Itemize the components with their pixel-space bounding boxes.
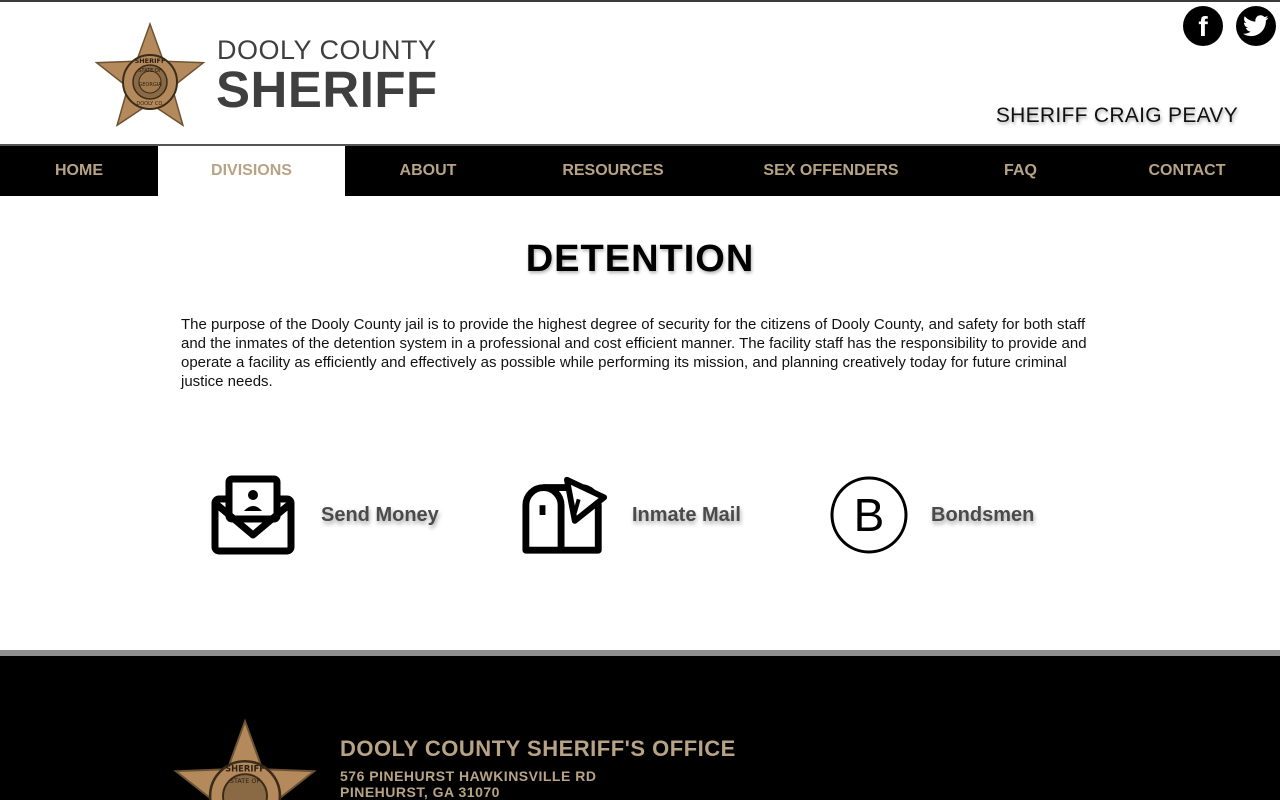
facebook-glyph: f [1198, 11, 1208, 42]
address-line-1: 576 PINEHURST HAWKINSVILLE RD [340, 768, 597, 784]
detention-description: The purpose of the Dooly County jail is to provide the highest degree of security for the citizens of Dooly County, and safety for both staff and the inmates of the detention system in a professional and cost efficient manner. The facility staff has the responsibility to provide and operate a facility as efficiently and effectively as possible while performing its mission, and planning creatively today for future criminal justice needs. [181, 316, 1087, 390]
address-line-2: PINEHURST, GA 31070 [340, 784, 500, 800]
office-name: DOOLY COUNTY SHERIFF'S OFFICE [340, 736, 736, 761]
nav-item-faq[interactable]: FAQ [1004, 162, 1037, 179]
money-envelope-icon [208, 470, 298, 560]
sheriff-badge-logo[interactable] [92, 22, 208, 134]
nav-item-home[interactable]: HOME [55, 162, 103, 179]
footer-badge-text-sheriff: SHERIFF [225, 763, 265, 774]
footer-badge-logo [170, 716, 320, 800]
bondsmen-label: Bondsmen [931, 503, 1035, 526]
badge-text-state: STATE OF [138, 68, 162, 74]
letter-b-circle-icon [824, 470, 914, 560]
site-title-sheriff: SHERIFF [216, 61, 438, 118]
send-money-link[interactable] [208, 470, 439, 560]
nav-item-resources[interactable]: RESOURCES [562, 162, 664, 179]
twitter-button[interactable] [1236, 6, 1276, 46]
sheriff-name: SHERIFF CRAIG PEAVY [995, 104, 1238, 127]
nav-item-sex-offenders[interactable]: SEX OFFENDERS [763, 162, 899, 179]
bondsmen-glyph: B [853, 489, 885, 541]
main-nav [0, 144, 1280, 196]
nav-item-about[interactable]: ABOUT [399, 162, 457, 179]
badge-text-georgia: GEORGIA [138, 82, 162, 88]
facebook-button[interactable] [1183, 6, 1223, 46]
send-money-label: Send Money [321, 503, 439, 526]
inmate-mail-link[interactable] [520, 470, 741, 560]
site-header [0, 2, 1280, 144]
badge-text-sheriff: SHERIFF [134, 57, 166, 65]
twitter-icon [1243, 15, 1269, 37]
nav-item-divisions[interactable]: DIVISIONS [158, 146, 345, 196]
bondsmen-link[interactable] [824, 470, 1034, 560]
nav-item-contact[interactable]: CONTACT [1148, 162, 1226, 179]
mailbox-icon [520, 470, 610, 560]
site-title-county: DOOLY COUNTY [217, 35, 437, 65]
badge-text-county: DOOLY CO. [136, 101, 164, 107]
site-footer [0, 656, 1280, 800]
facebook-icon [1183, 6, 1223, 46]
inmate-mail-label: Inmate Mail [632, 503, 741, 526]
footer-badge-text-state: STATE OF [229, 777, 261, 786]
page-title: DETENTION [525, 238, 755, 280]
